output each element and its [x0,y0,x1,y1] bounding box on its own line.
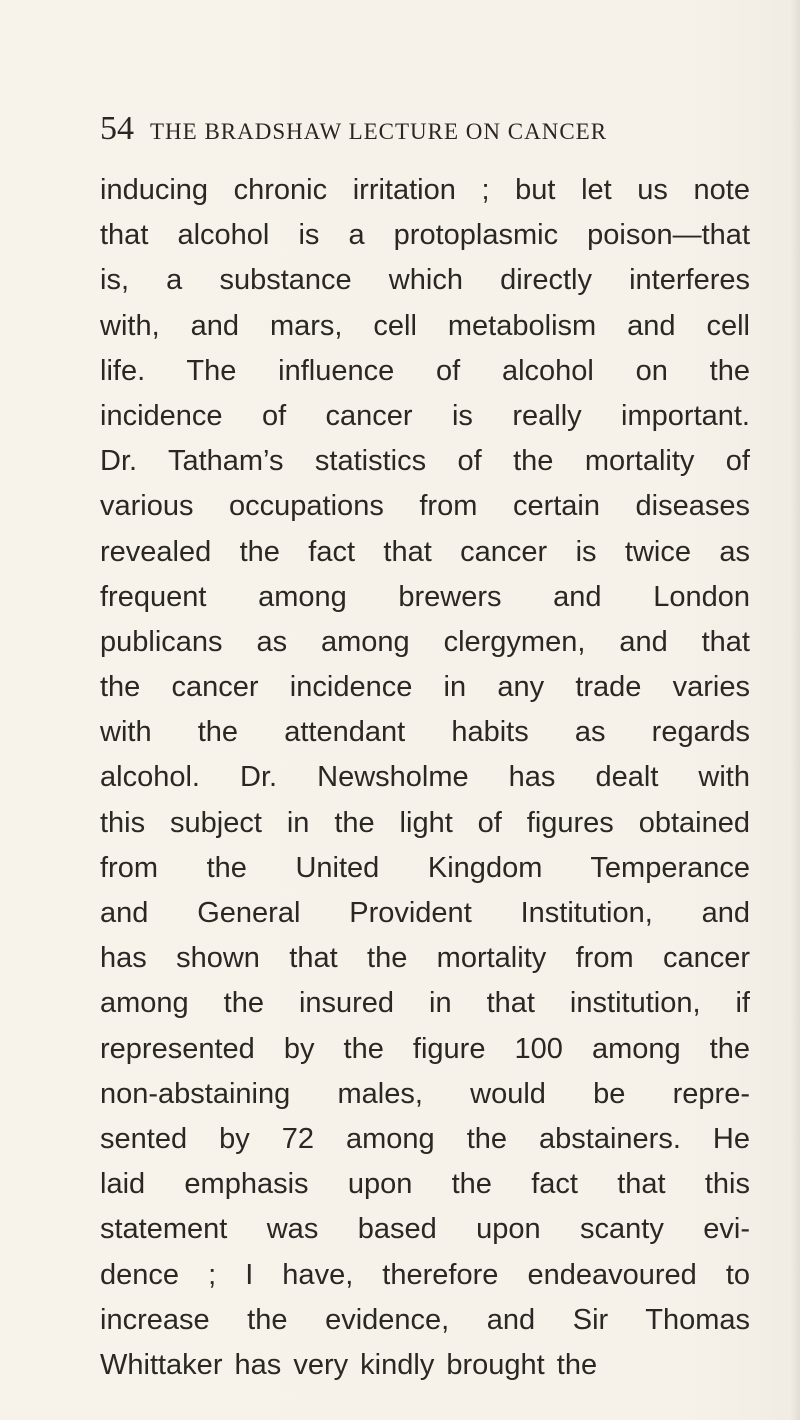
text-line: laid emphasis upon the fact that this [100,1168,750,1201]
text-line: life. The influence of alcohol on the [100,354,750,387]
text-line: inducing chronic irritation ; but let us note [100,174,750,206]
text-line: incidence of cancer is really important. [100,399,750,432]
text-line: statement was based upon scanty evi- [100,1213,750,1246]
text-line: represented by the figure 100 among the [100,1032,750,1065]
body-paragraph [100,168,750,1388]
page-header [100,110,740,148]
text-line: alcohol. Dr. Newsholme has dealt with [100,761,750,794]
text-line: that alcohol is a protoplasmic poison—that [100,219,750,252]
text-line: is, a substance which directly interferes [100,264,750,297]
text-line: various occupations from certain diseases [100,490,750,523]
text-line: non-abstaining males, would be repre- [100,1077,750,1110]
text-line: has shown that the mortality from cancer [100,942,750,975]
text-line: with the attendant habits as regards [100,716,750,749]
text-line: the cancer incidence in any trade varies [100,671,750,704]
text-line: Dr. Tatham’s statistics of the mortality of [100,445,750,478]
text-line: among the insured in that institution, if [100,987,750,1020]
text-line: sented by 72 among the abstainers. He [100,1122,750,1155]
text-line: increase the evidence, and Sir Thomas [100,1303,750,1336]
text-line: with, and mars, cell metabolism and cell [100,309,750,342]
text-line: this subject in the light of figures obtained [100,806,750,839]
running-title: THE BRADSHAW LECTURE ON CANCER [150,119,608,144]
page-number: 54 [100,110,134,147]
text-line: dence ; I have, therefore endeavoured to [100,1258,750,1291]
text-line: revealed the fact that cancer is twice as [100,535,750,568]
text-line: frequent among brewers and London [100,580,750,613]
text-line: from the United Kingdom Temperance [100,851,750,884]
text-line: publicans as among clergymen, and that [100,625,750,658]
text-line: and General Provident Institution, and [100,897,750,929]
page-edge-shadow [790,0,800,1420]
text-line: Whittaker has very kindly brought the [100,1348,598,1381]
